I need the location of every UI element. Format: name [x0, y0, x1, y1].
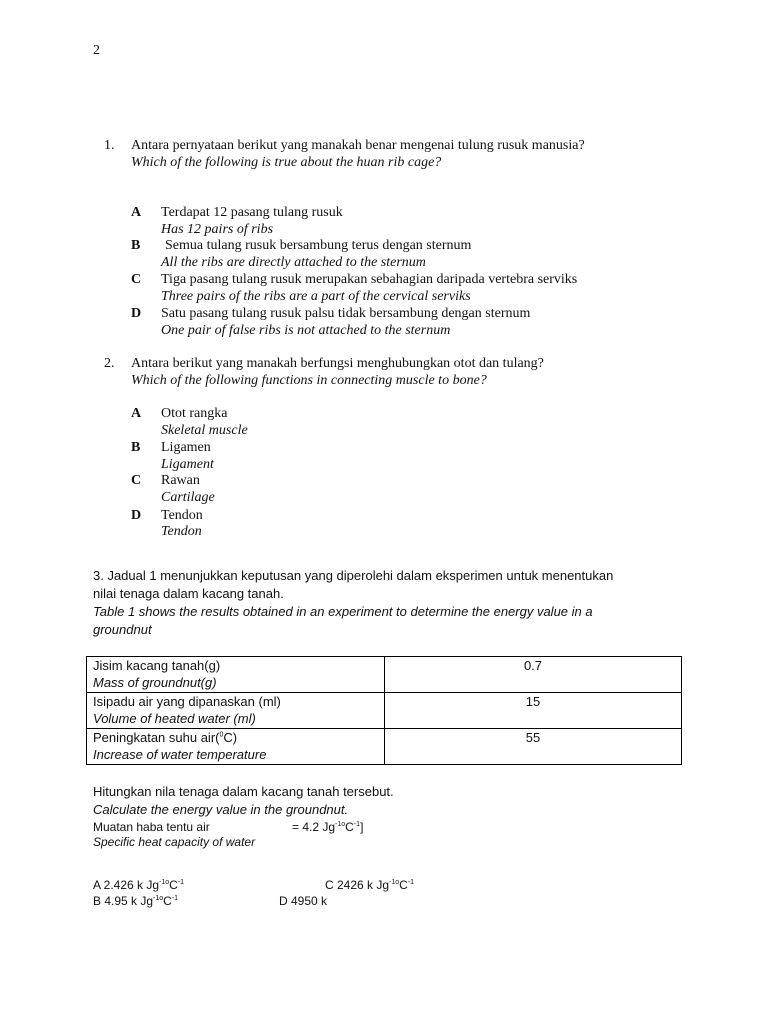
option-text-ms: Tendon: [161, 508, 203, 523]
heat-capacity-label: Muatan haba tentu air: [93, 820, 210, 834]
calc-instruction-ms: Hitungkan nila tenaga dalam kacang tanah tersebut.: [93, 784, 394, 799]
label-en: Volume of heated water (ml): [93, 711, 256, 726]
table-row: [87, 729, 682, 765]
question-number: 1.: [104, 138, 115, 153]
option-text-ms: Satu pasang tulang rusuk palsu tidak bersambung dengan sternum: [161, 306, 531, 321]
answer-option-c: C 2426 k $Jg^{-1o}C^{-1}$: [325, 878, 415, 892]
label-en: Mass of groundnut(g): [93, 675, 217, 690]
option-letter: C: [131, 272, 142, 287]
option-text-en: Skeletal muscle: [161, 423, 248, 438]
table-cell-label: [87, 657, 385, 693]
question-text-en: Which of the following functions in connecting muscle to bone?: [131, 373, 487, 388]
option-text-ms: Semua tulang rusuk bersambung terus dengan sternum: [165, 238, 472, 253]
table-cell-label: [87, 693, 385, 729]
table-cell-value: 15: [385, 693, 682, 729]
option-text-en: Cartilage: [161, 490, 215, 505]
option-text-en: Tendon: [161, 524, 202, 539]
table-row: [87, 657, 682, 693]
heat-capacity-value: = 4.2 $Jg^{-1o}C^{-1}$]: [292, 820, 364, 834]
label-ms: Peningkatan suhu air($^0$C): [93, 730, 238, 745]
question-text-en: groundnut: [93, 622, 152, 637]
question-number: 2.: [104, 356, 115, 371]
option-letter: D: [131, 508, 142, 523]
table-cell-value: 55: [385, 729, 682, 765]
table-cell-label: [87, 729, 385, 765]
page-number: 2: [93, 43, 100, 58]
answer-option-a: A 2.426 k $Jg^{-1o}C^{-1}$: [93, 878, 185, 892]
option-text-en: All the ribs are directly attached to the sternum: [161, 255, 426, 270]
question-text-ms: nilai tenaga dalam kacang tanah.: [93, 586, 284, 601]
option-text-ms: Ligamen: [161, 440, 211, 455]
option-text-ms: Tiga pasang tulang rusuk merupakan sebahagian daripada vertebra serviks: [161, 272, 578, 287]
answer-option-d: D 4950 k: [279, 894, 328, 908]
table-row: [87, 693, 682, 729]
label-ms: Jisim kacang tanah(g): [93, 658, 221, 673]
option-letter: D: [131, 306, 142, 321]
option-text-en: One pair of false ribs is not attached to the sternum: [161, 323, 451, 338]
option-letter: A: [131, 406, 142, 421]
option-letter: B: [131, 440, 141, 455]
question-text-en: Which of the following is true about the huan rib cage?: [131, 155, 442, 170]
results-table: [86, 656, 682, 765]
option-text-ms: Rawan: [161, 473, 200, 488]
option-text-ms: Terdapat 12 pasang tulang rusuk: [161, 205, 343, 220]
label-en: Increase of water temperature: [93, 747, 267, 762]
answer-option-b: B 4.95 k $Jg^{-1o}C^{-1}$: [93, 894, 179, 908]
question-text-ms: 3. Jadual 1 menunjukkan keputusan yang diperolehi dalam eksperimen untuk menentukan: [93, 568, 614, 583]
option-text-ms: Otot rangka: [161, 406, 228, 421]
option-letter: C: [131, 473, 142, 488]
table-cell-value: 0.7: [385, 657, 682, 693]
option-letter: A: [131, 205, 142, 220]
option-text-en: Three pairs of the ribs are a part of the cervical serviks: [161, 289, 471, 304]
option-text-en: Has 12 pairs of ribs: [161, 222, 274, 237]
calc-instruction-en: Calculate the energy value in the groundnut.: [93, 802, 349, 817]
heat-capacity-label-en: Specific heat capacity of water: [93, 835, 256, 849]
option-letter: B: [131, 238, 141, 253]
question-text-ms: Antara pernyataan berikut yang manakah benar mengenai tulung rusuk manusia?: [131, 138, 585, 153]
question-text-en: Table 1 shows the results obtained in an experiment to determine the energy value in a: [93, 604, 593, 619]
label-ms: Isipadu air yang dipanaskan (ml): [93, 694, 281, 709]
option-text-en: Ligament: [161, 457, 214, 472]
question-text-ms: Antara berikut yang manakah berfungsi menghubungkan otot dan tulang?: [131, 356, 544, 371]
